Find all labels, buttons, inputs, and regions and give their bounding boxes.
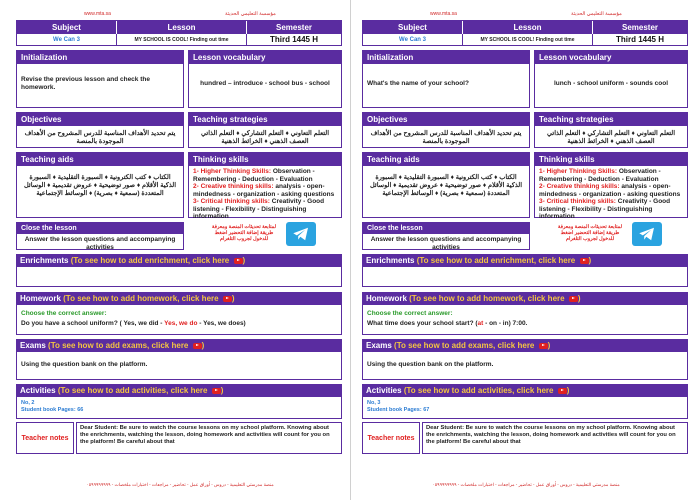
enrichments-bar[interactable] bbox=[362, 254, 688, 267]
subject-value: We Can 3 bbox=[17, 34, 117, 45]
teacher-notes-text: Dear Student: Be sure to watch the course lessons on my school platform. Knowing about the enrichments, watching the lesson, doing homework and activities will count for you on the platform! Be careful about that bbox=[76, 422, 342, 454]
activities-body bbox=[16, 397, 342, 419]
enrichments-bar[interactable] bbox=[16, 254, 342, 267]
homework-question: What time does your school start? (at - on - in) 7:00. bbox=[367, 320, 528, 327]
vocabulary-title: Lesson vocabulary bbox=[535, 51, 687, 64]
youtube-icon[interactable] bbox=[223, 296, 232, 302]
exams-link[interactable]: (To see how to add exams, click here bbox=[48, 341, 189, 350]
homework-bar[interactable] bbox=[362, 292, 688, 305]
semester-header: Semester bbox=[621, 23, 659, 32]
lesson-value: MY SCHOOL IS COOL! Finding out time bbox=[117, 34, 247, 45]
skill-2-label: 2- Creative thinking skills: bbox=[539, 183, 620, 190]
homework-link[interactable]: (To see how to add homework, click here bbox=[63, 294, 219, 303]
vocabulary-box bbox=[188, 50, 342, 108]
activities-body bbox=[362, 397, 688, 419]
objectives-box bbox=[16, 112, 184, 148]
teacher-notes-label: Teacher notes bbox=[362, 422, 420, 454]
objectives-title: Objectives bbox=[17, 113, 183, 126]
teacher-notes-label: Teacher notes bbox=[16, 422, 74, 454]
skill-3-text: Creativity - Good listening - Flexibility - Distinguishing information bbox=[539, 198, 671, 220]
skill-2-text: analysis - open-mindedness - organization - asking questions bbox=[193, 183, 335, 198]
telegram-promo-text[interactable]: لمتابعة تحديثات المنصة ومعرفة طريقة إضافة التحضير اضغط للدخول لجروب التلغرام bbox=[211, 224, 277, 242]
objectives-title: Objectives bbox=[363, 113, 529, 126]
homework-bar[interactable] bbox=[16, 292, 342, 305]
initialization-box bbox=[362, 50, 530, 108]
strategies-box bbox=[188, 112, 342, 148]
homework-body bbox=[362, 305, 688, 335]
footer-text: منصة مدرستي التعليمية - دروس - أوراق عمل - تحاضير - مراجعات - اختبارات ملخصات - ٠٥٩٩٩٩٩٩٩٩ bbox=[86, 482, 274, 487]
paren: ) bbox=[201, 341, 205, 350]
subject-header: Subject bbox=[17, 21, 117, 34]
skills-title: Thinking skills bbox=[189, 153, 341, 166]
youtube-icon[interactable] bbox=[212, 388, 221, 394]
close-lesson-title: Close the lesson bbox=[17, 223, 183, 234]
aids-text: الكتاب ♦ كتب الكترونية ♦ السبورة التقليدية ♦ السبورة الذكية الأقلام ♦ صور توضيحية ♦ عروض تقديمية ♦ الوسائل المتعددة (سمعية ♦ بصرية) ♦ الوسائط الإجتماعية bbox=[369, 174, 523, 197]
exams-bar[interactable] bbox=[16, 339, 342, 352]
paren: ) bbox=[242, 256, 246, 265]
initialization-box bbox=[16, 50, 184, 108]
semester-value: Third 1445 H bbox=[615, 35, 664, 44]
close-lesson-text: Answer the lesson questions and accompanying activities bbox=[24, 236, 176, 251]
aids-box bbox=[362, 152, 530, 218]
aids-box bbox=[16, 152, 184, 218]
strategies-title: Teaching strategies bbox=[189, 113, 341, 126]
youtube-icon[interactable] bbox=[234, 258, 243, 264]
objectives-text: يتم تحديد الأهداف المناسبة للدرس المشروح من الأهداف الموجودة بالمنصة bbox=[24, 130, 176, 145]
exams-text: Using the question bank on the platform. bbox=[16, 352, 342, 380]
enrichments-title: Enrichments bbox=[20, 256, 69, 265]
skills-box bbox=[534, 152, 688, 218]
skill-1-text: Observation - Remembering - Deduction - Evaluation bbox=[193, 168, 315, 183]
aids-text: الكتاب ♦ كتب الكترونية ♦ السبورة التقليدية ♦ السبورة الذكية الأقلام ♦ صور توضيحية ♦ عروض تقديمية ♦ الوسائل المتعددة (سمعية ♦ بصرية) ♦ الوسائط الإجتماعية bbox=[23, 174, 177, 197]
exams-link[interactable]: (To see how to add exams, click here bbox=[394, 341, 535, 350]
close-lesson-text: Answer the lesson questions and accompanying activities bbox=[370, 236, 522, 251]
activities-link[interactable]: (To see how to add activities, click here bbox=[57, 386, 208, 395]
enrichments-link[interactable]: (To see how to add enrichment, click here bbox=[70, 256, 230, 265]
paren: ) bbox=[547, 341, 551, 350]
skill-1-label: 1- Higher Thinking Skills: bbox=[539, 168, 618, 175]
homework-instruction: Choose the correct answer: bbox=[367, 310, 453, 317]
homework-question: Do you have a school uniform? ( Yes, we did - Yes, we do - Yes, we does) bbox=[21, 320, 246, 327]
initialization-title: Initialization bbox=[363, 51, 529, 64]
youtube-icon[interactable] bbox=[569, 296, 578, 302]
homework-title: Homework bbox=[20, 294, 61, 303]
lesson-page-1 bbox=[10, 0, 350, 500]
strategies-text: التعلم التعاوني ♦ التعلم التشاركي ♦ التعلم الذاتي العصف الذهني ♦ الخرائط الذهنية bbox=[201, 130, 329, 145]
site-url[interactable]: www.mta.sa bbox=[430, 11, 457, 17]
homework-instruction: Choose the correct answer: bbox=[21, 310, 107, 317]
page-divider bbox=[350, 0, 351, 500]
objectives-box bbox=[362, 112, 530, 148]
lesson-header-table bbox=[16, 20, 342, 46]
initialization-title: Initialization bbox=[17, 51, 183, 64]
close-lesson-box bbox=[16, 222, 184, 250]
vocabulary-text: lunch - school uniform - sounds cool bbox=[553, 80, 669, 87]
footer-text: منصة مدرستي التعليمية - دروس - أوراق عمل - تحاضير - مراجعات - اختبارات ملخصات - ٠٥٩٩٩٩٩٩٩٩ bbox=[432, 482, 620, 487]
skill-3-text: Creativity - Good listening - Flexibility - Distinguishing information bbox=[193, 198, 325, 220]
objectives-text: يتم تحديد الأهداف المناسبة للدرس المشروح من الأهداف الموجودة بالمنصة bbox=[370, 130, 522, 145]
skill-2-text: analysis - open-mindedness - organization - asking questions bbox=[539, 183, 681, 198]
site-url[interactable]: www.mta.sa bbox=[84, 11, 111, 17]
activities-title: Activities bbox=[20, 386, 56, 395]
subject-value: We Can 3 bbox=[363, 34, 463, 45]
enrichments-body bbox=[16, 267, 342, 287]
lesson-header: Lesson bbox=[117, 21, 247, 34]
telegram-promo-text[interactable]: لمتابعة تحديثات المنصة ومعرفة طريقة إضافة التحضير اضغط للدخول لجروب التلغرام bbox=[557, 224, 623, 242]
strategies-box bbox=[534, 112, 688, 148]
skills-box bbox=[188, 152, 342, 218]
lesson-page-2 bbox=[356, 0, 696, 500]
exams-title: Exams bbox=[366, 341, 392, 350]
exams-text: Using the question bank on the platform. bbox=[362, 352, 688, 380]
skill-1-label: 1- Higher Thinking Skills: bbox=[193, 168, 272, 175]
activities-bar[interactable] bbox=[362, 384, 688, 397]
paren: ) bbox=[220, 386, 224, 395]
strategies-title: Teaching strategies bbox=[535, 113, 687, 126]
vocabulary-box bbox=[534, 50, 688, 108]
semester-header: Semester bbox=[275, 23, 313, 32]
homework-body bbox=[16, 305, 342, 335]
skills-title: Thinking skills bbox=[535, 153, 687, 166]
enrichments-title: Enrichments bbox=[366, 256, 415, 265]
skill-3-label: 3- Critical thinking skills: bbox=[539, 198, 616, 205]
homework-title: Homework bbox=[366, 294, 407, 303]
activities-title: Activities bbox=[366, 386, 402, 395]
teacher-notes-text: Dear Student: Be sure to watch the course lessons on my school platform. Knowing about the enrichments, watching the lesson, doing homework and activities will count for you on the platform! Be careful about that bbox=[422, 422, 688, 454]
activities-link[interactable]: (To see how to add activities, click here bbox=[403, 386, 554, 395]
enrichments-link[interactable]: (To see how to add enrichment, click here bbox=[416, 256, 576, 265]
semester-value: Third 1445 H bbox=[269, 35, 318, 44]
paren: ) bbox=[577, 294, 581, 303]
aids-title: Teaching aids bbox=[17, 153, 183, 166]
aids-title: Teaching aids bbox=[363, 153, 529, 166]
close-lesson-title: Close the lesson bbox=[363, 223, 529, 234]
initialization-text: Revise the previous lesson and check the homework. bbox=[21, 76, 150, 91]
paren: ) bbox=[588, 256, 592, 265]
vocabulary-title: Lesson vocabulary bbox=[189, 51, 341, 64]
skill-2-label: 2- Creative thinking skills: bbox=[193, 183, 274, 190]
site-name: مؤسسة التعليمي الحديثة bbox=[225, 11, 276, 17]
exams-bar[interactable] bbox=[362, 339, 688, 352]
youtube-icon[interactable] bbox=[580, 258, 589, 264]
activity-number: No, 2 bbox=[21, 400, 35, 406]
homework-link[interactable]: (To see how to add homework, click here bbox=[409, 294, 565, 303]
activity-pages: Student book Pages: 67 bbox=[367, 407, 430, 413]
skill-1-text: Observation - Remembering - Deduction - Evaluation bbox=[539, 168, 661, 183]
youtube-icon[interactable] bbox=[558, 388, 567, 394]
strategies-text: التعلم التعاوني ♦ التعلم التشاركي ♦ التعلم الذاتي العصف الذهني ♦ الخرائط الذهنية bbox=[547, 130, 675, 145]
activity-pages: Student book Pages: 66 bbox=[21, 407, 84, 413]
youtube-icon[interactable] bbox=[193, 343, 202, 349]
exams-title: Exams bbox=[20, 341, 46, 350]
site-name: مؤسسة التعليمي الحديثة bbox=[571, 11, 622, 17]
youtube-icon[interactable] bbox=[539, 343, 548, 349]
paren: ) bbox=[231, 294, 235, 303]
activity-number: No, 3 bbox=[367, 400, 381, 406]
skill-3-label: 3- Critical thinking skills: bbox=[193, 198, 270, 205]
vocabulary-text: hundred – introduce - school bus - school bbox=[200, 80, 330, 87]
telegram-icon[interactable] bbox=[286, 222, 316, 246]
paren: ) bbox=[566, 386, 570, 395]
subject-header: Subject bbox=[363, 21, 463, 34]
initialization-text: What's the name of your school? bbox=[367, 80, 469, 87]
lesson-header-table bbox=[362, 20, 688, 46]
close-lesson-box bbox=[362, 222, 530, 250]
telegram-icon[interactable] bbox=[632, 222, 662, 246]
enrichments-body bbox=[362, 267, 688, 287]
lesson-value: MY SCHOOL IS COOL! Finding out time bbox=[463, 34, 593, 45]
activities-bar[interactable] bbox=[16, 384, 342, 397]
lesson-header: Lesson bbox=[463, 21, 593, 34]
